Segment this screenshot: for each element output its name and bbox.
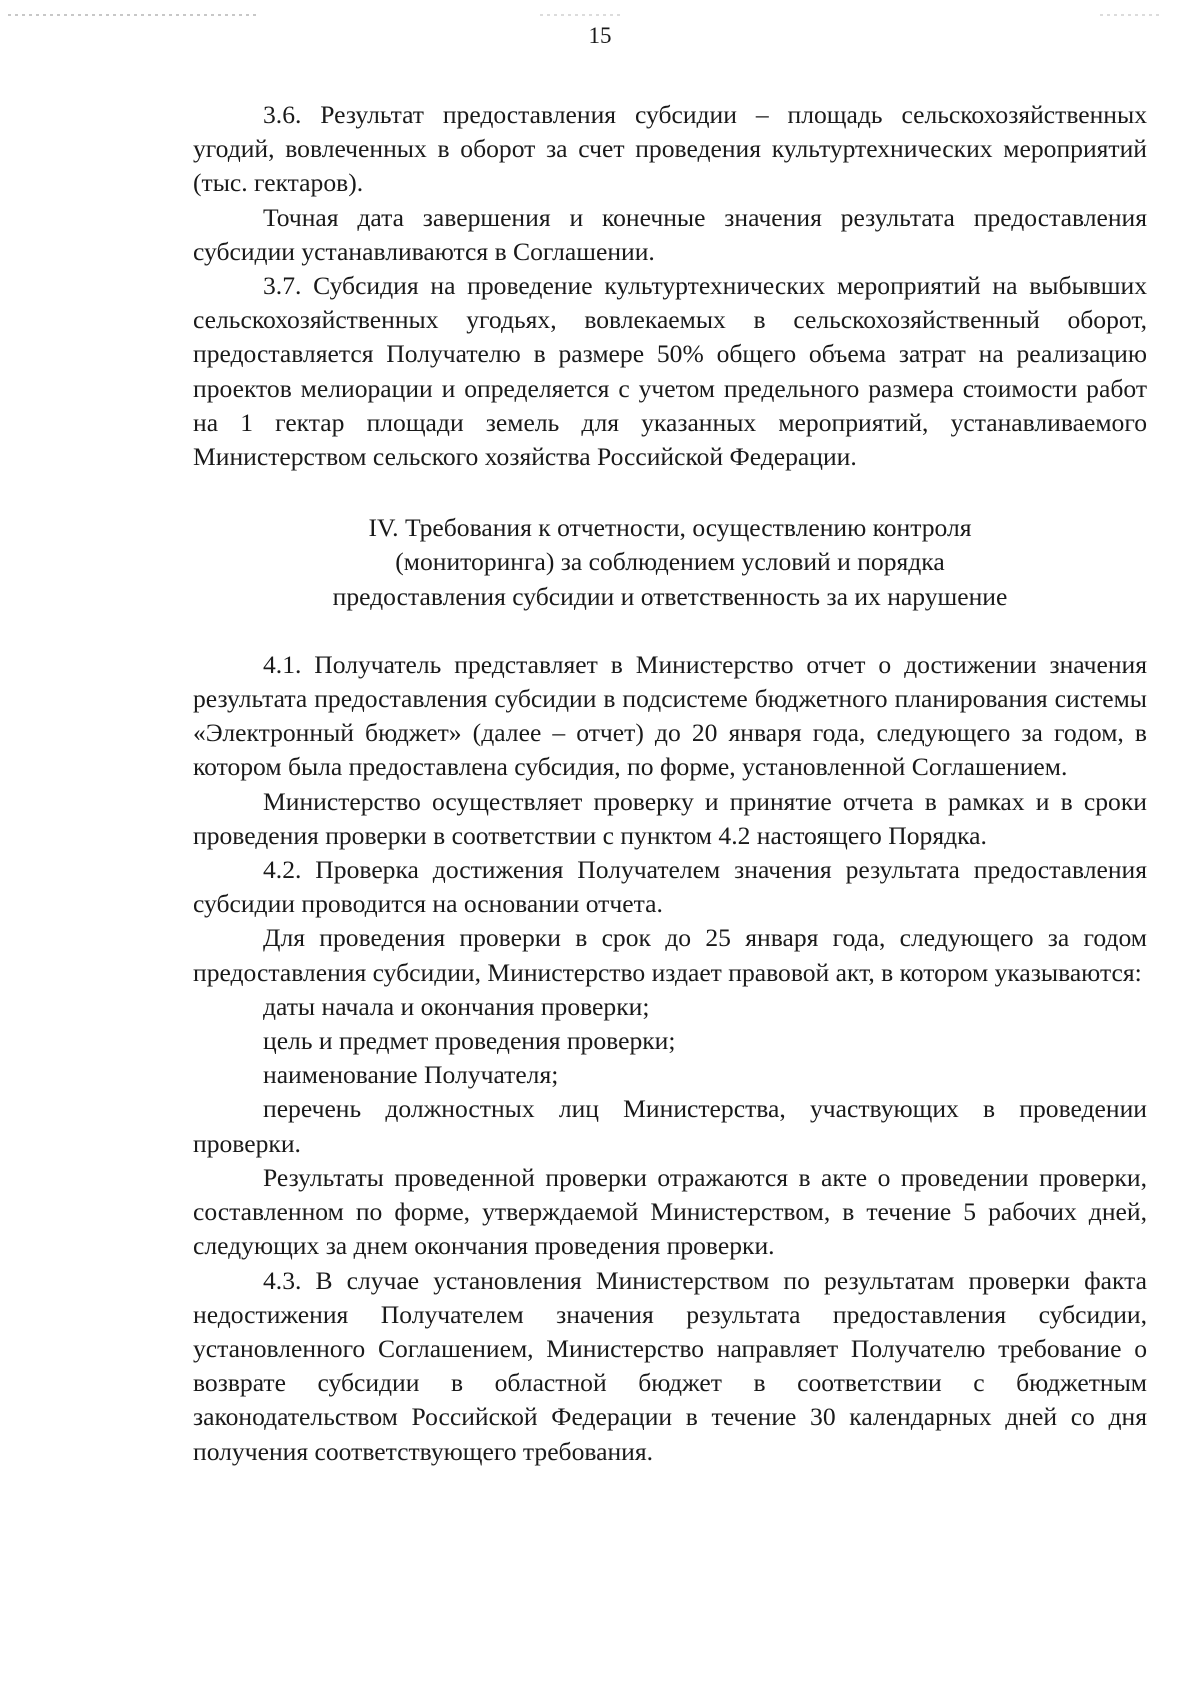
list-item-recipient: наименование Получателя; — [263, 1060, 559, 1090]
page-number: 15 — [588, 23, 612, 48]
document-body — [193, 98, 1147, 1469]
paragraph-3-7: 3.7. Субсидия на проведение культуртехнических мероприятий на выбывших сельскохозяйственных угодьях, вовлекаемых в сельскохозяйственный оборот, предоставляется Получателю в размере 50% общего объема затрат на реализацию проектов мелиорации и определяется с учетом предельного размера стоимости работ на 1 гектар площади земель для указанных мероприятий, устанавливаемого Министерством сельского хозяйства Российской Федерации. — [193, 271, 1147, 472]
scan-noise-right — [1100, 14, 1160, 16]
section-heading-line-1: IV. Требования к отчетности, осуществлению контроля — [368, 513, 972, 543]
paragraph-4-2-act: Для проведения проверки в срок до 25 января года, следующего за годом предоставления субсидии, Министерство издает правовой акт, в котором указываются: — [193, 923, 1147, 987]
paragraph-4-2-results: Результаты проведенной проверки отражаются в акте о проведении проверки, составленном по форме, утверждаемой Министерством, в течение 5 рабочих дней, следующих за днем окончания проведения проверки. — [193, 1162, 1147, 1261]
paragraph-3-6-deadline: Точная дата завершения и конечные значения результата предоставления субсидии устанавливаются в Соглашении. — [193, 202, 1147, 266]
list-item-goal: цель и предмет проведения проверки; — [263, 1026, 676, 1056]
paragraph-3-6: 3.6. Результат предоставления субсидии – площадь сельскохозяйственных угодий, вовлеченных в оборот за счет проведения культуртехнических мероприятий (тыс. гектаров). — [193, 100, 1147, 198]
scan-noise-center — [540, 14, 620, 16]
section-heading-line-3: предоставления субсидии и ответственность за их нарушение — [332, 581, 1008, 611]
list-item-dates: даты начала и окончания проверки; — [263, 991, 650, 1021]
scan-noise-left — [8, 14, 258, 16]
section-heading-line-2: (мониторинга) за соблюдением условий и порядка — [395, 547, 945, 577]
list-item-officials: перечень должностных лиц Министерства, участвующих в проведении проверки. — [193, 1094, 1147, 1158]
section-heading — [193, 511, 1147, 614]
paragraph-4-3: 4.3. В случае установления Министерством по результатам проверки факта недостижения Получателем значения результата предоставления субсидии, установленного Соглашением, Министерство направляет Получателю требование о возврате субсидии в областной бюджет в соответствии с бюджетным законодательством Российской Федерации в течение 30 календарных дней со дня получения соответствующего требования. — [193, 1265, 1147, 1466]
paragraph-4-1-check: Министерство осуществляет проверку и принятие отчета в рамках и в сроки проведения проверки в соответствии с пунктом 4.2 настоящего Порядка. — [193, 786, 1147, 850]
paragraph-4-1: 4.1. Получатель представляет в Министерство отчет о достижении значения результата предоставления субсидии в подсистеме бюджетного планирования системы «Электронный бюджет» (далее – отчет) до 20 января года, следующего за годом, в котором была предоставлена субсидия, по форме, установленной Соглашением. — [193, 649, 1147, 782]
paragraph-4-2: 4.2. Проверка достижения Получателем значения результата предоставления субсидии проводится на основании отчета. — [193, 855, 1147, 919]
